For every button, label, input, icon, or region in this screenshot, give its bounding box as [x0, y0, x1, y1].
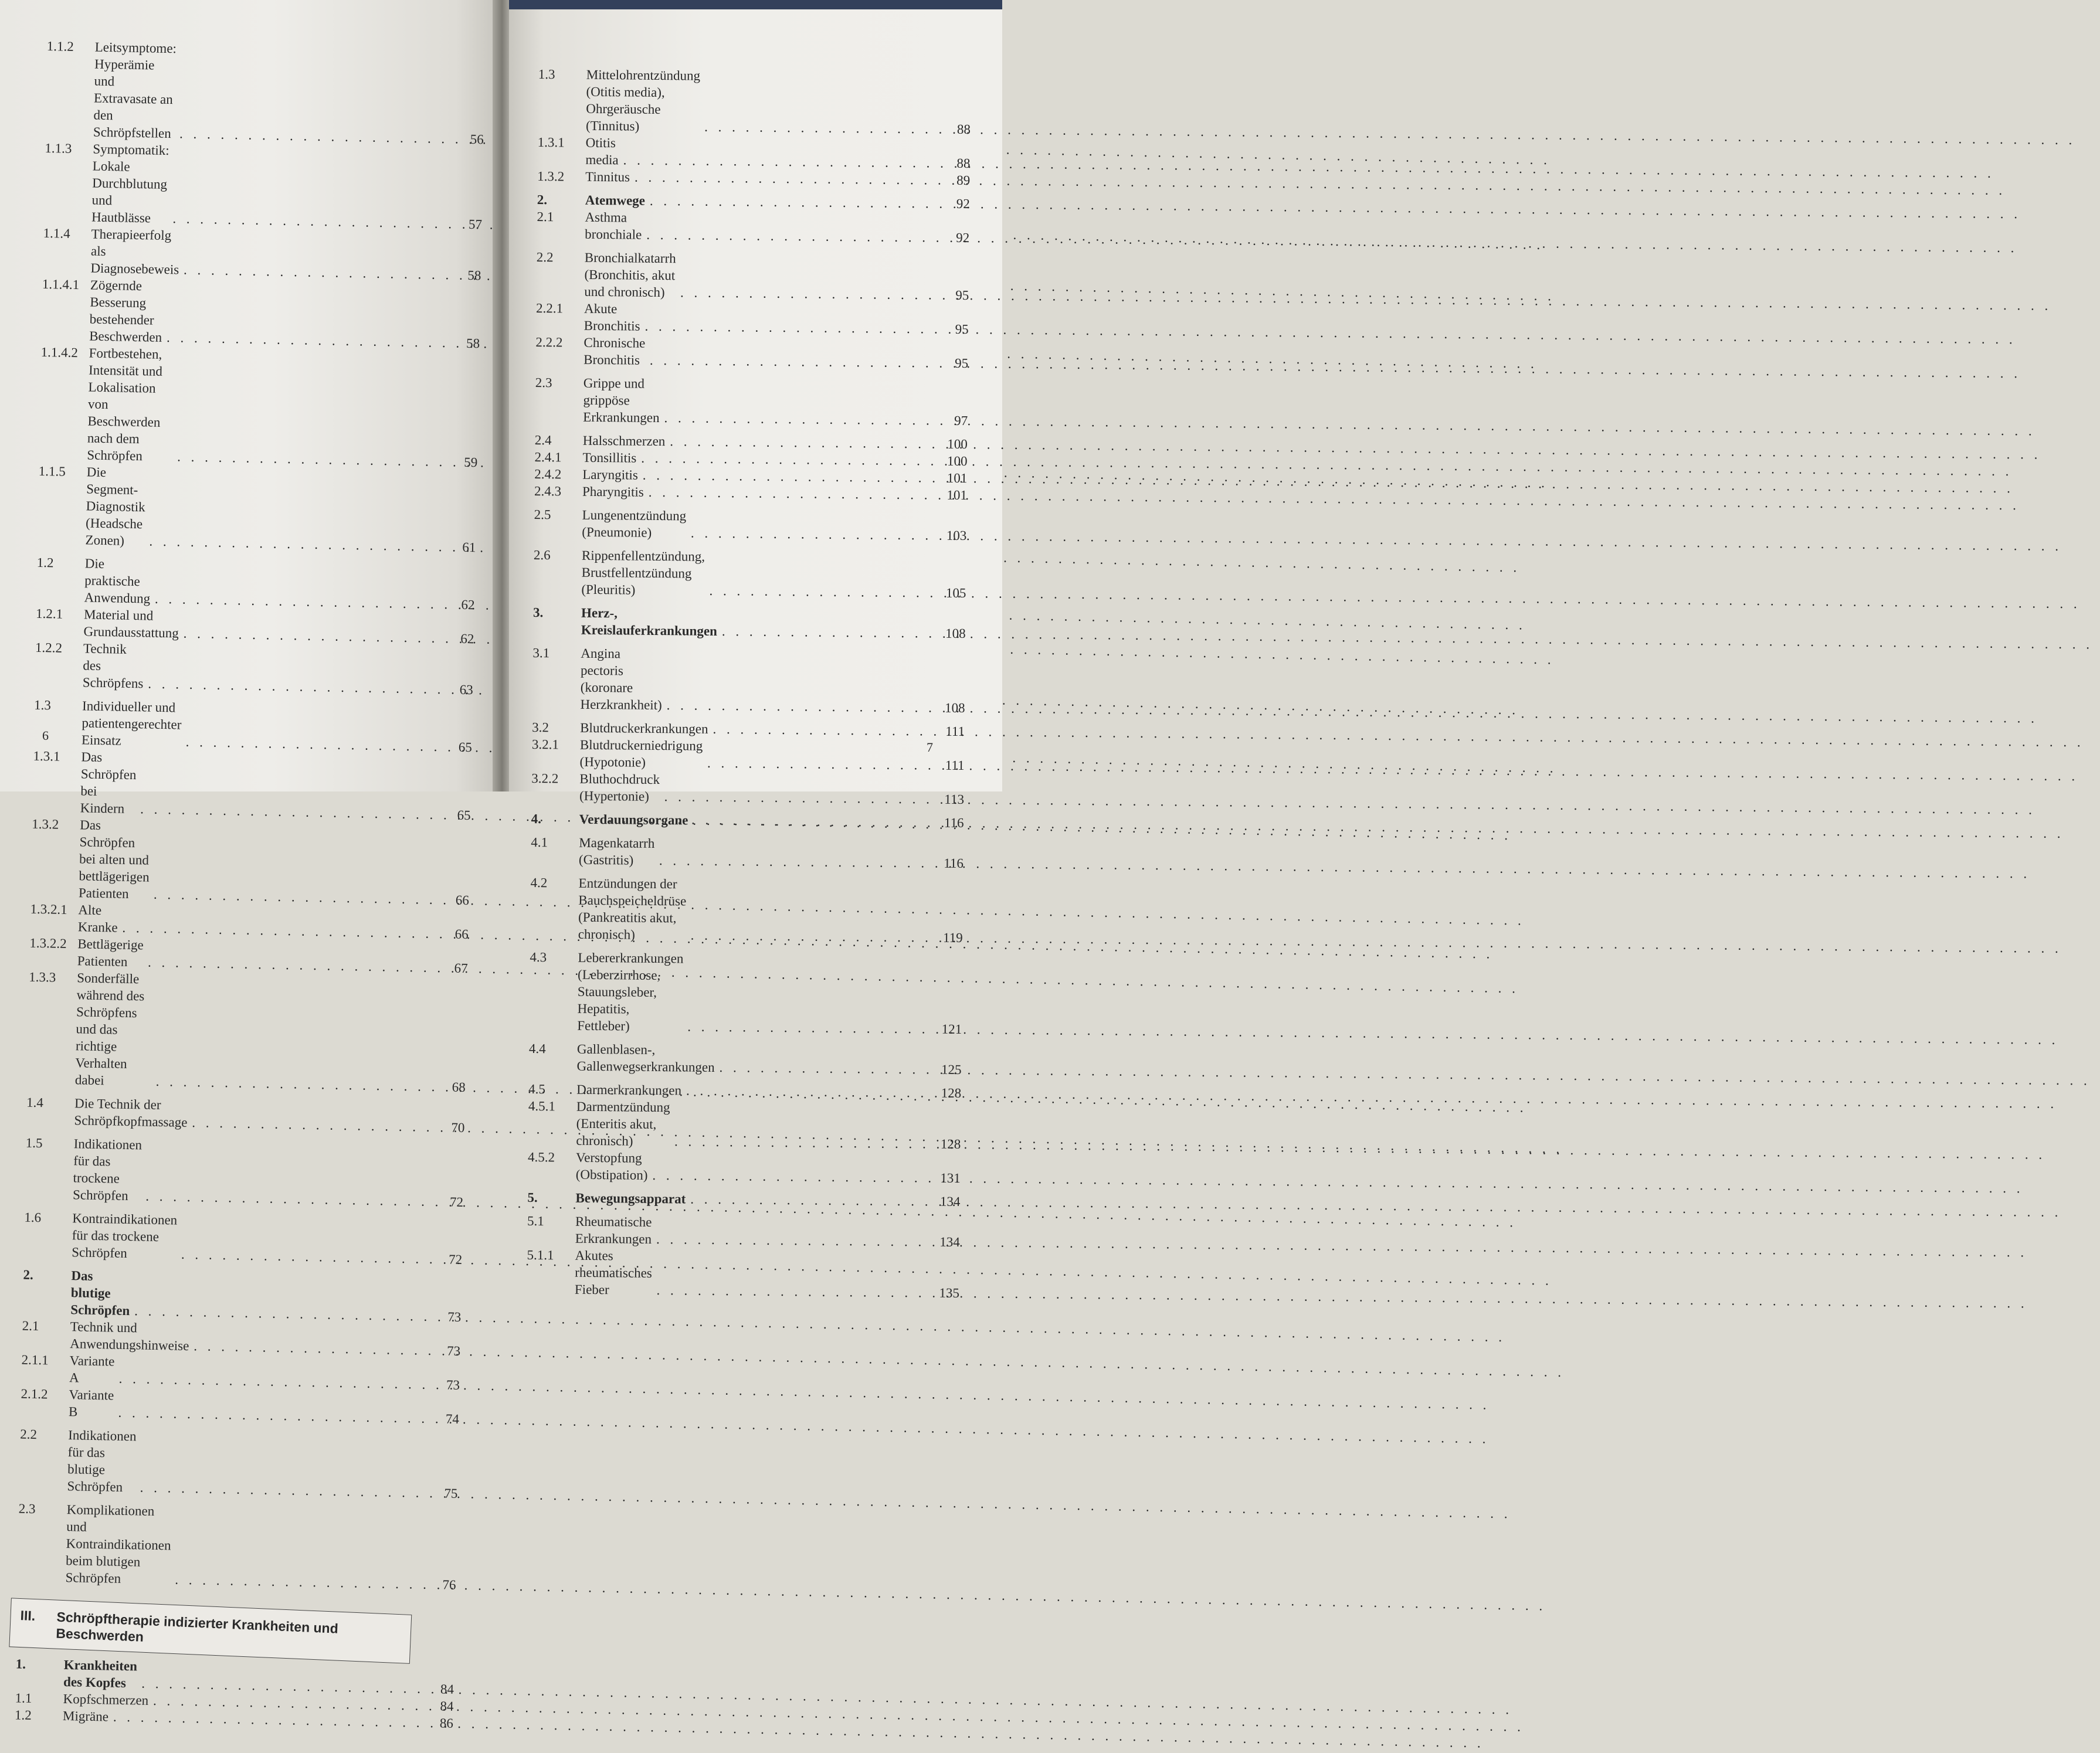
toc-entry-title-wrap	[576, 1098, 934, 1153]
toc-entry-page: 121	[941, 1021, 962, 1037]
toc-entry-page: 86	[439, 1715, 454, 1731]
toc-entry-page: 100	[947, 436, 968, 452]
toc-entry-number: 2.3	[535, 375, 552, 390]
toc-entry-title-wrap	[69, 1386, 433, 1427]
toc-entry-title: Indikationen für das blutige Schröpfen	[67, 1428, 137, 1494]
toc-entry-title: Verstopfung (Obstipation)	[575, 1150, 648, 1183]
toc-entry-page: 95	[955, 355, 969, 371]
toc-entry-number: 3.2	[532, 719, 549, 735]
chapter-heading-box	[9, 1598, 412, 1664]
toc-entry-number: 1.6	[24, 1210, 42, 1225]
toc-entry-title: Das blutige Schröpfen	[70, 1268, 130, 1319]
toc-entry-title-wrap	[74, 1095, 438, 1136]
toc-entry-number: 1.3	[538, 66, 555, 82]
toc-entry-number: 2.4.3	[534, 483, 562, 499]
toc-entry-number: 2.4.1	[534, 449, 562, 465]
toc-entry-number: 5.1	[527, 1213, 544, 1229]
toc-entry[interactable]	[27, 969, 468, 1096]
toc-entry-page: 84	[440, 1681, 454, 1697]
toc-entry-title: Leitsymptome: Hyperämie und Extravasate an den Schröpfstellen	[93, 39, 177, 141]
toc-entry[interactable]	[537, 208, 970, 246]
toc-entry-title: Darmentzündung (Enteritis akut, chronisch)	[576, 1099, 670, 1149]
toc-entry[interactable]	[42, 225, 482, 284]
toc-entry-page: 92	[956, 230, 970, 246]
toc-entry-title: Verdauungsorgane	[579, 811, 688, 828]
toc-entry-number: 4.	[531, 811, 542, 827]
toc-entry-page: 131	[940, 1170, 961, 1185]
toc-entry-title: Tinnitus	[585, 169, 630, 185]
toc-entry-title: Entzündungen der Bauchspeicheldrüse (Pankreatitis akut, chronisch)	[578, 875, 687, 942]
toc-entry-title: Chronische Bronchitis	[583, 335, 646, 368]
toc-leader-dots	[691, 525, 937, 544]
toc-entry[interactable]	[22, 1266, 462, 1326]
toc-entry-page: 65	[457, 807, 471, 823]
toc-entry-title-wrap	[67, 1426, 432, 1501]
toc-entry-page: 108	[944, 700, 965, 716]
toc-entry-title: Therapieerfolg als Diagnosebeweis	[90, 226, 179, 277]
toc-entry-number: 1.3.2.2	[29, 935, 67, 951]
toc-leader-dots	[693, 812, 934, 831]
toc-entry-title-wrap	[576, 1149, 934, 1187]
toc-entry[interactable]	[533, 604, 966, 642]
toc-leader-dots	[670, 433, 937, 452]
toc-entry-number: 2.5	[534, 507, 551, 522]
toc-entry-title-wrap	[80, 748, 445, 823]
toc-entry-page: 113	[944, 791, 965, 807]
toc-entry-title: Otitis media	[585, 135, 619, 168]
toc-entry-number: 1.4	[26, 1095, 44, 1110]
toc-entry-title: Variante A	[69, 1353, 115, 1385]
toc-entry[interactable]	[43, 140, 484, 233]
toc-entry-number: 1.5	[25, 1135, 43, 1151]
toc-entry-number: 5.	[527, 1190, 538, 1205]
toc-entry-page: 88	[956, 155, 971, 171]
toc-entry-number: 2.1.1	[21, 1352, 49, 1368]
toc-entry-page: 135	[939, 1285, 960, 1300]
toc-entry-title-wrap	[578, 875, 937, 946]
toc-entry-number: 1.2	[14, 1707, 32, 1723]
toc-entry[interactable]	[528, 1040, 962, 1078]
toc-entry-title-wrap	[585, 168, 943, 189]
toc-leader-dots	[687, 1018, 931, 1038]
page-number-left: 6	[42, 728, 49, 743]
toc-entry-number: 2.1	[22, 1318, 39, 1334]
toc-entry-page: 58	[467, 267, 481, 283]
toc-entry-title-wrap	[582, 507, 940, 544]
toc-entry-title: Angina pectoris (koronare Herzkrankheit)	[580, 646, 662, 713]
toc-entry-number: 5.1.1	[527, 1247, 554, 1263]
toc-entry-title-wrap	[584, 300, 942, 338]
toc-entry[interactable]	[531, 770, 965, 808]
toc-entry-title: Herz-, Kreislauferkrankungen	[581, 605, 718, 638]
toc-entry[interactable]	[32, 748, 472, 824]
toc-entry-number: 4.3	[530, 949, 547, 965]
toc-entry-page: 116	[944, 855, 964, 871]
toc-leader-dots	[664, 788, 934, 807]
toc-entry-page: 88	[956, 121, 971, 137]
toc-leader-dots	[664, 409, 937, 429]
toc-leader-dots	[719, 1059, 931, 1078]
toc-entry-page: 62	[461, 597, 475, 613]
toc-entry-page: 84	[440, 1698, 454, 1714]
toc-entry-number: 1.1.4.2	[40, 344, 79, 361]
toc-entry-title-wrap	[579, 834, 937, 872]
toc-entry-number: 1.2.2	[35, 640, 63, 655]
toc-entry-number: 1.1	[15, 1690, 32, 1706]
toc-entry[interactable]	[25, 1134, 464, 1211]
toc-entry-title-wrap	[91, 141, 457, 233]
toc-entry[interactable]	[536, 249, 969, 304]
toc-entry-page: 66	[455, 892, 470, 908]
toc-entry-page: 63	[459, 682, 474, 698]
toc-entry-title-wrap	[83, 640, 447, 698]
toc-entry-title: Individueller und patientengerechter Einsatz	[81, 698, 182, 748]
toc-entry[interactable]	[527, 1212, 961, 1251]
toc-entry-title: Komplikationen und Kontraindikationen beim blutigen Schröpfen	[65, 1502, 171, 1586]
toc-entry-number: 1.2	[36, 555, 54, 570]
toc-entry-title: Rippenfellentzündung, Brustfellentzündung (Pleuritis)	[581, 548, 705, 597]
right-toc	[527, 66, 971, 1302]
toc-entry-page: 134	[939, 1234, 960, 1249]
toc-entry-title: Die praktische Anwendung	[84, 556, 151, 606]
toc-entry-page: 95	[955, 321, 969, 337]
toc-entry-page: 76	[442, 1577, 456, 1592]
toc-leader-dots	[656, 1231, 929, 1250]
toc-entry-title-wrap	[580, 645, 938, 716]
toc-entry-number: 4.5.1	[528, 1098, 556, 1114]
toc-entry-title-wrap	[583, 375, 941, 429]
toc-entry-number: 3.	[532, 604, 544, 620]
toc-entry-page: 56	[470, 131, 484, 147]
toc-entry-number: 4.4	[528, 1041, 546, 1056]
toc-entry-title: Migräne	[62, 1708, 109, 1724]
toc-entry-page: 105	[945, 585, 966, 601]
toc-entry-title: Lungenentzündung (Pneumonie)	[582, 507, 687, 540]
toc-entry-page: 75	[444, 1486, 458, 1501]
toc-entry-title-wrap	[72, 1210, 436, 1268]
toc-leader-dots	[646, 226, 939, 246]
toc-entry-page: 100	[946, 453, 968, 469]
toc-entry[interactable]	[528, 1149, 961, 1187]
toc-entry-title: Sonderfälle während des Schröpfens und das richtige Verhalten dabei	[74, 970, 145, 1088]
toc-entry-title: Grippe und grippöse Erkrankungen	[583, 375, 660, 426]
toc-entry-title: Blutdruckerkrankungen	[580, 720, 708, 736]
toc-entry-title-wrap	[575, 1190, 933, 1210]
toc-entry-number: 4.1	[531, 834, 548, 850]
toc-entry-title: Alte Kranke	[77, 902, 118, 935]
toc-leader-dots	[650, 192, 939, 212]
toc-entry-title: Technik und Anwendungshinweise	[70, 1319, 189, 1354]
right-toc-list	[527, 66, 971, 1302]
toc-entry-number: 1.3.2.1	[30, 901, 67, 917]
toc-leader-dots	[659, 852, 933, 871]
toc-entry[interactable]	[17, 1500, 457, 1594]
toc-entry-number: 1.3.2	[537, 168, 565, 184]
toc-entry-page: 128	[941, 1085, 962, 1101]
toc-entry-title: Kopfschmerzen	[63, 1691, 149, 1708]
toc-entry-title-wrap	[93, 39, 459, 148]
toc-entry-title: Asthma bronchiale	[585, 209, 642, 242]
toc-entry-title-wrap	[579, 811, 937, 831]
left-toc-list-a	[17, 38, 486, 1594]
toc-entry-page: 103	[946, 528, 967, 543]
toc-entry-number: 2.	[537, 192, 548, 208]
chapter-title: Schröpftherapie indizierter Krankheiten und Beschwerden	[55, 1609, 339, 1645]
toc-entry-title: Blutdruckerniedrigung (Hypotonie)	[579, 737, 703, 770]
toc-entry-title-wrap	[579, 736, 938, 774]
toc-entry[interactable]	[535, 374, 968, 429]
toc-leader-dots	[680, 284, 938, 303]
toc-entry[interactable]	[527, 1246, 960, 1302]
toc-entry-title: Krankheiten des Kopfes	[63, 1657, 138, 1691]
toc-entry-number: 4.2	[530, 875, 548, 891]
toc-entry-page: 65	[458, 739, 473, 755]
toc-entry-title-wrap	[575, 1247, 933, 1302]
toc-entry-number: 2.3	[18, 1501, 36, 1517]
toc-entry-title-wrap	[73, 1135, 437, 1210]
toc-entry-page: 72	[448, 1252, 463, 1267]
toc-entry[interactable]	[37, 463, 477, 556]
toc-entry-title: Bettlägerige Patienten	[77, 936, 144, 969]
toc-entry-title-wrap	[79, 816, 444, 908]
toc-entry-title-wrap	[584, 249, 942, 304]
background-cloth	[509, 0, 1002, 9]
toc-entry[interactable]	[532, 644, 965, 716]
toc-entry-number: 1.3	[33, 697, 52, 713]
toc-entry-title: Technik des Schröpfens	[82, 641, 144, 691]
toc-entry-number: 2.1	[537, 209, 554, 225]
toc-entry-title: Das Schröpfen bei alten und bettlägerigen Patienten	[78, 817, 150, 901]
toc-entry-title-wrap	[581, 604, 939, 642]
toc-entry-number: 2.4.2	[534, 466, 562, 482]
toc-entry-title-wrap	[90, 226, 455, 284]
toc-entry[interactable]	[529, 949, 962, 1038]
toc-entry-title-wrap	[585, 134, 944, 172]
toc-entry-number: 3.2.1	[531, 736, 559, 752]
toc-leader-dots	[674, 1133, 931, 1152]
toc-leader-dots	[650, 352, 938, 372]
toc-entry-number: 1.1.4	[43, 225, 70, 241]
toc-entry-title-wrap	[576, 1041, 935, 1078]
toc-entry-title-wrap	[70, 1267, 435, 1325]
toc-entry[interactable]	[537, 134, 971, 172]
toc-entry-title-wrap	[65, 1501, 430, 1593]
toc-entry-page: 111	[945, 723, 965, 739]
toc-entry-number: 1.2.1	[35, 606, 63, 621]
toc-entry-page: 101	[946, 487, 968, 503]
toc-leader-dots	[707, 755, 934, 774]
toc-entry[interactable]	[45, 38, 486, 148]
toc-entry-number: 1.3.2	[32, 816, 59, 832]
toc-entry-page: 101	[946, 470, 968, 486]
toc-entry-number: 2.2.1	[535, 300, 564, 316]
toc-entry-title: Bewegungsapparat	[575, 1190, 686, 1207]
toc-entry-title: Akute Bronchitis	[583, 301, 640, 334]
toc-entry-title-wrap	[583, 334, 942, 372]
toc-entry-title: Variante B	[68, 1387, 114, 1419]
chapter-number: III.	[20, 1608, 36, 1624]
toc-entry-title: Zögernde Besserung bestehender Beschwerden	[89, 277, 162, 345]
toc-entry-title: Halsschmerzen	[582, 433, 666, 449]
toc-entry-page: 62	[460, 631, 474, 647]
toc-entry-number: 2.6	[533, 547, 551, 563]
toc-entry[interactable]	[41, 276, 481, 352]
toc-entry-page: 95	[955, 287, 969, 303]
toc-entry[interactable]	[534, 506, 967, 544]
toc-entry-title-wrap	[85, 463, 450, 555]
toc-leader-dots	[635, 169, 939, 189]
toc-entry-title: Fortbestehen, Intensität und Lokalisation von Beschwerden nach dem Schröpfen	[87, 345, 163, 464]
toc-entry-title: Tonsillitis	[582, 450, 637, 466]
toc-entry[interactable]	[533, 546, 966, 602]
toc-leader-dots	[704, 118, 940, 138]
left-toc-list-b	[15, 1655, 454, 1731]
left-page	[0, 0, 496, 1731]
toc-entry-page: 57	[468, 216, 483, 232]
toc-entry-number: 2.2.2	[535, 334, 563, 350]
toc-entry-page: 119	[942, 930, 963, 946]
toc-leader-dots	[713, 721, 934, 740]
toc-entry-page: 92	[956, 196, 970, 212]
toc-entry-number: 1.3.1	[33, 748, 60, 764]
toc-entry-number: 1.1.5	[38, 463, 66, 479]
toc-leader-dots	[686, 1082, 931, 1102]
toc-entry-page: 128	[940, 1136, 961, 1151]
toc-entry-title-wrap	[75, 969, 441, 1095]
toc-entry-number: 1.3.3	[28, 969, 56, 985]
toc-entry-page: 58	[466, 335, 480, 351]
toc-entry[interactable]	[23, 1209, 463, 1268]
toc-entry-number: 2.2	[536, 249, 554, 265]
left-toc	[15, 38, 486, 1732]
toc-leader-dots	[667, 697, 935, 716]
toc-entry-number: 2.2	[20, 1426, 38, 1442]
toc-leader-dots	[722, 623, 935, 641]
toc-entry-number: 3.2.2	[531, 770, 559, 786]
toc-entry-title-wrap	[82, 697, 446, 755]
toc-entry-title: Bronchialkatarrh (Bronchitis, akut und chronisch)	[584, 250, 676, 300]
toc-leader-dots	[690, 1191, 929, 1210]
toc-entry-title: Kontraindikationen für das trockene Schröpfen	[71, 1211, 178, 1261]
toc-entry-page: 73	[447, 1309, 462, 1324]
toc-entry-title-wrap	[84, 555, 449, 613]
toc-entry-number: 1.3.1	[537, 134, 565, 150]
toc-entry-title: Gallenblasen-, Gallenwegserkrankungen	[576, 1041, 715, 1075]
toc-entry-title: Rheumatische Erkrankungen	[575, 1214, 652, 1246]
toc-entry-title: Darmerkrankungen	[576, 1082, 682, 1098]
toc-leader-dots	[656, 1282, 929, 1301]
toc-entry[interactable]	[538, 66, 971, 138]
toc-entry[interactable]	[531, 736, 965, 774]
toc-entry-page: 74	[445, 1411, 460, 1426]
toc-entry-page: 125	[941, 1062, 962, 1078]
toc-entry[interactable]	[30, 816, 471, 909]
toc-entry-page: 70	[451, 1120, 465, 1136]
toc-entry[interactable]	[535, 334, 969, 372]
toc-entry-page: 134	[939, 1194, 961, 1209]
toc-entry-title: Atemwege	[585, 192, 646, 208]
book-spread	[0, 0, 1002, 1731]
toc-entry-page: 59	[463, 454, 478, 470]
toc-entry-title-wrap	[585, 209, 943, 246]
toc-leader-dots	[175, 1571, 426, 1593]
toc-entry[interactable]	[36, 554, 476, 613]
toc-entry-page: 73	[446, 1377, 460, 1392]
toc-entry-title-wrap	[89, 276, 454, 351]
toc-entry-title: Symptomatik: Lokale Durchblutung und Hautblässe	[91, 141, 169, 226]
toc-entry-number: 1.1.4.1	[42, 276, 80, 293]
toc-entry-title: Pharyngitis	[582, 484, 644, 500]
toc-entry-number: 4.5	[528, 1081, 546, 1097]
toc-entry-title-wrap	[582, 483, 940, 504]
toc-entry-number: 1.	[15, 1656, 26, 1672]
toc-entry-title: Magenkatarrh (Gastritis)	[578, 835, 655, 868]
toc-entry-page: 97	[954, 413, 968, 429]
toc-leader-dots	[649, 484, 937, 504]
toc-entry-number: 2.4	[534, 432, 552, 448]
toc-entry-title-wrap	[87, 344, 453, 470]
toc-entry-page: 61	[462, 539, 476, 555]
toc-entry-title-wrap	[575, 1213, 934, 1251]
toc-entry-number: 1.1.3	[45, 140, 72, 156]
toc-entry-title: Die Segment-Diagnostik (Headsche Zonen)	[85, 464, 145, 548]
toc-entry-title: Mittelohrentzündung (Otitis media), Ohrgeräusche (Tinnitus)	[585, 67, 701, 134]
toc-entry-title: Material und Grundausstattung	[83, 607, 179, 641]
toc-entry[interactable]	[39, 344, 480, 471]
toc-entry-title: Laryngitis	[582, 467, 638, 483]
toc-entry-title-wrap	[579, 770, 938, 808]
toc-entry[interactable]	[33, 697, 473, 756]
toc-entry-page: 68	[452, 1079, 466, 1095]
toc-leader-dots	[709, 582, 935, 602]
toc-entry-title: Indikationen für das trockene Schröpfen	[72, 1136, 143, 1204]
toc-entry[interactable]	[536, 300, 969, 338]
toc-entry-title-wrap	[577, 949, 935, 1038]
toc-entry-page: 108	[945, 626, 966, 641]
toc-entry-title: Die Technik der Schröpfkopfmassage	[74, 1096, 188, 1130]
toc-entry-number: 4.5.2	[528, 1149, 555, 1165]
toc-entry-number: 2.	[23, 1267, 33, 1282]
toc-leader-dots	[691, 927, 932, 946]
toc-entry-page: 116	[944, 815, 964, 831]
toc-entry-number: 1.1.2	[46, 38, 74, 54]
toc-entry-page: 67	[454, 960, 468, 976]
toc-entry-page: 111	[945, 757, 965, 773]
toc-entry-page: 89	[956, 172, 971, 188]
toc-entry[interactable]	[531, 834, 964, 872]
toc-entry[interactable]	[35, 639, 474, 698]
toc-entry-title-wrap	[581, 547, 939, 602]
toc-entry-title: Das Schröpfen bei Kindern	[80, 749, 137, 816]
toc-entry[interactable]	[530, 874, 964, 946]
toc-entry-title: Bluthochdruck (Hypertonie)	[579, 771, 660, 804]
toc-entry-page: 72	[449, 1194, 464, 1210]
toc-entry-page: 73	[446, 1343, 461, 1358]
toc-entry-number: 2.1.2	[21, 1386, 48, 1402]
toc-entry-title: Akutes rheumatisches Fieber	[574, 1248, 652, 1297]
toc-entry-title: Lebererkrankungen (Leberzirrhose, Stauungsleber, Hepatitis, Fettleber)	[577, 950, 684, 1034]
toc-entry-number: 3.1	[532, 645, 550, 661]
toc-entry[interactable]	[19, 1426, 459, 1502]
page-number-right: 7	[927, 740, 933, 755]
toc-leader-dots	[652, 1167, 930, 1187]
toc-entry[interactable]	[528, 1098, 961, 1153]
toc-entry-page: 66	[454, 926, 469, 942]
toc-entry-title-wrap	[586, 66, 944, 138]
